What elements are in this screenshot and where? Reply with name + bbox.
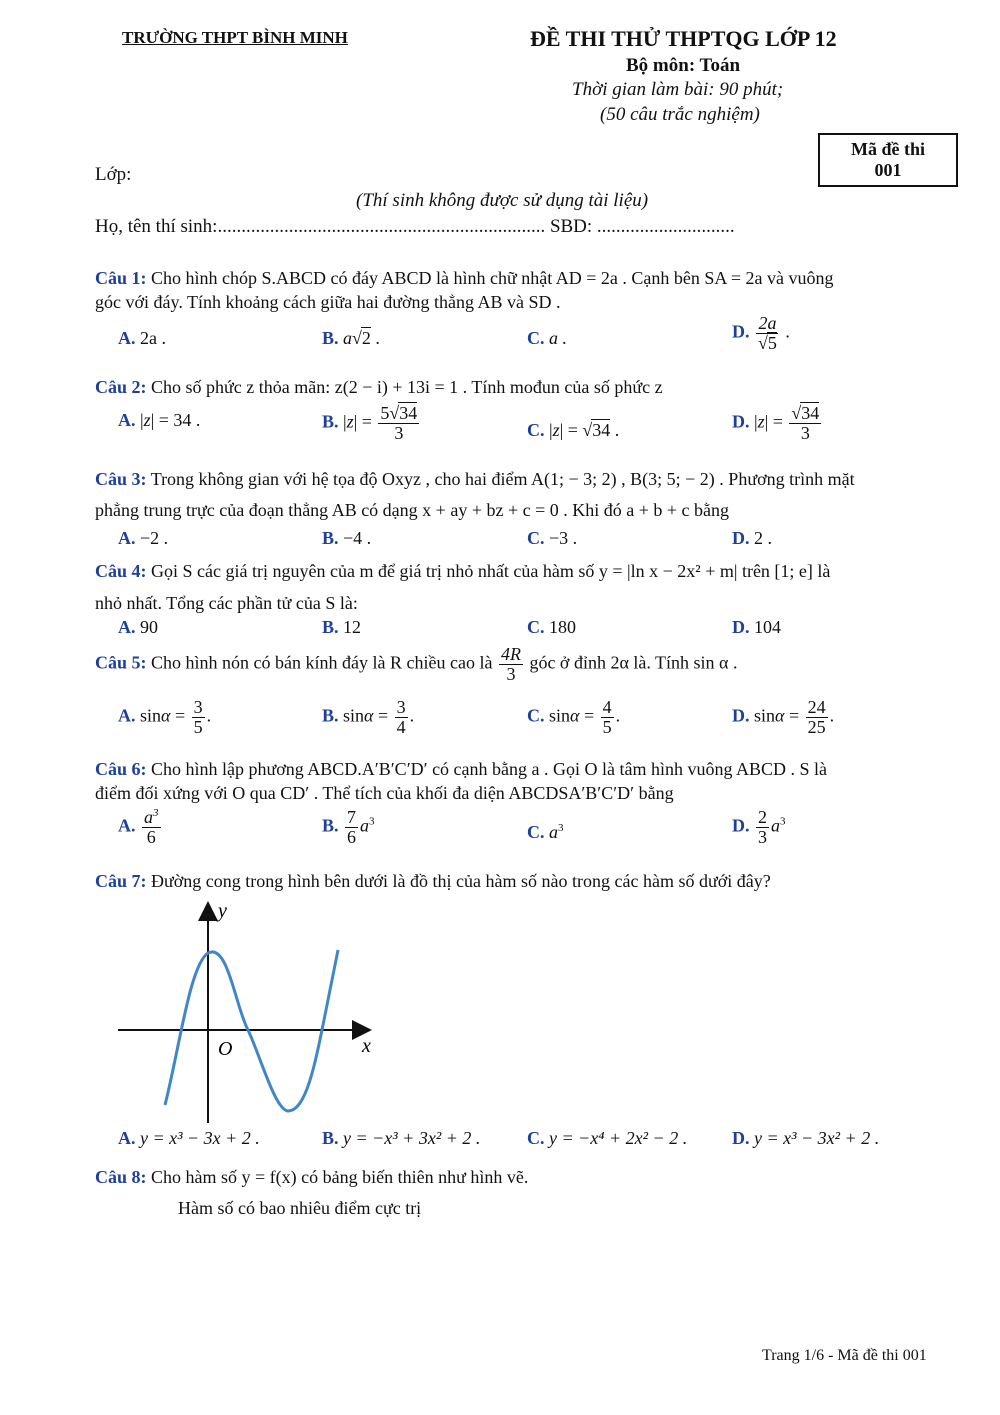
answer-a: A. $\frac{a^3}{6}$ <box>118 807 159 847</box>
question-6: Câu 6: Cho hình lập phương ABCD.A′B′C′D′ có cạnh bằng a . Gọi O là tâm hình vuông ABCD . S là <box>95 759 828 779</box>
answer-d: D. |z| = $\frac{√34}{3}$ <box>732 403 820 443</box>
answer-d: D. $\frac{2a}{√5}$ . <box>732 313 790 353</box>
class-label: Lớp: <box>95 164 132 185</box>
answer-c: C. −3 . <box>527 528 578 548</box>
subject: Bộ môn: Toán <box>626 55 741 76</box>
answer-b: B. $\frac{7}{6}$ $a^3$ <box>322 807 375 847</box>
answer-b: B. a√2 . <box>322 328 380 348</box>
question-3-line2: phẳng trung trực của đoạn thẳng AB có dạng x + ay + bz + c = 0 . Khi đó a + b + c bằng <box>95 500 730 520</box>
question-8-line2: Hàm số có bao nhiêu điểm cực trị <box>178 1198 422 1218</box>
question-4-line2: nhỏ nhất. Tổng các phần tử của S là: <box>95 593 358 613</box>
answer-d: D. y = x³ − 3x² + 2 . <box>732 1128 880 1148</box>
answer-c: C. $a^3$ <box>527 822 564 842</box>
answer-c: C. 180 <box>527 617 576 637</box>
answer-a: A. sinα = $\frac{3}{5}$ . <box>118 697 212 737</box>
answer-d: D. sinα = $\frac{24}{25}$ . <box>732 697 835 737</box>
exam-title: ĐỀ THI THỬ THPTQG LỚP 12 <box>530 26 837 51</box>
question-3: Câu 3: Trong không gian với hệ tọa độ Oxyz , cho hai điểm A(1; − 3; 2) , B(3; 5; − 2) . Phương trình mặt <box>95 469 855 489</box>
answer-a: A. 90 <box>118 617 158 637</box>
answer-d: D. 2 . <box>732 528 772 548</box>
answer-c: C. sinα = $\frac{4}{5}$ . <box>527 697 621 737</box>
exam-code-box <box>818 133 958 187</box>
answer-b: B. |z| = $\frac{5√34}{3}$ <box>322 403 418 443</box>
origin-label: O <box>218 1038 233 1060</box>
answer-d: D. 104 <box>732 617 781 637</box>
answer-b: B. −4 . <box>322 528 372 548</box>
answer-b: B. 12 <box>322 617 362 637</box>
question-6-line2: điểm đối xứng với O qua CD′ . Thể tích của khối đa diện ABCDSA′B′C′D′ bằng <box>95 783 674 803</box>
answer-c: C. |z| = √34 . <box>527 420 620 440</box>
question-8: Câu 8: Cho hàm số y = f(x) có bảng biến thiên như hình vẽ. <box>95 1167 529 1187</box>
answer-a: A. |z| = 34 . <box>118 410 201 430</box>
exam-code: 001 <box>874 160 902 180</box>
answer-d: D. $\frac{2}{3}$ $a^3$ <box>732 807 786 847</box>
time-limit: Thời gian làm bài: 90 phút; <box>572 79 784 100</box>
exam-code-label: Mã đề thi <box>851 139 925 159</box>
answer-a: A. 2a . <box>118 328 166 348</box>
function-graph <box>110 895 390 1125</box>
question-1 <box>95 268 834 289</box>
student-name-line: Họ, tên thí sinh:..................................................................... SBD: ............................. <box>95 216 735 237</box>
y-label: y <box>218 900 227 922</box>
page-footer: Trang 1/6 - Mã đề thi 001 <box>762 1347 927 1364</box>
question-2: Câu 2: Cho số phức z thỏa mãn: z(2 − i) + 13i = 1 . Tính mođun của số phức z <box>95 377 663 397</box>
answer-a: A. y = x³ − 3x + 2 . <box>118 1128 260 1148</box>
question-text: Cho hình chóp S.ABCD có đáy ABCD là hình chữ nhật AD = 2a . Cạnh bên SA = 2a và vuông <box>151 268 834 288</box>
answer-a: A. −2 . <box>118 528 169 548</box>
question-4: Câu 4: Gọi S các giá trị nguyên của m để giá trị nhỏ nhất của hàm số y = |ln x − 2x² + m| trên [1; e] là <box>95 561 831 581</box>
answer-b: B. sinα = $\frac{3}{4}$ . <box>322 697 415 737</box>
exam-note: (Thí sinh không được sử dụng tài liệu) <box>356 190 649 211</box>
answer-b: B. y = −x³ + 3x² + 2 . <box>322 1128 481 1148</box>
question-1-line2: góc với đáy. Tính khoảng cách giữa hai đường thẳng AB và SD . <box>95 292 561 312</box>
question-5: Câu 5: Cho hình nón có bán kính đáy là R chiều cao là $\frac{4R}{3}$ góc ở đỉnh 2α là. Tính sin α . <box>95 644 738 684</box>
school-name: TRƯỜNG THPT BÌNH MINH <box>122 28 348 47</box>
answer-c: C. a . <box>527 328 567 348</box>
x-label: x <box>362 1035 371 1057</box>
question-label: Câu 1: <box>95 268 147 288</box>
question-7: Câu 7: Đường cong trong hình bên dưới là đồ thị của hàm số nào trong các hàm số dưới đây? <box>95 871 771 891</box>
question-count: (50 câu trắc nghiệm) <box>600 104 760 125</box>
answer-c: C. y = −x⁴ + 2x² − 2 . <box>527 1128 688 1148</box>
